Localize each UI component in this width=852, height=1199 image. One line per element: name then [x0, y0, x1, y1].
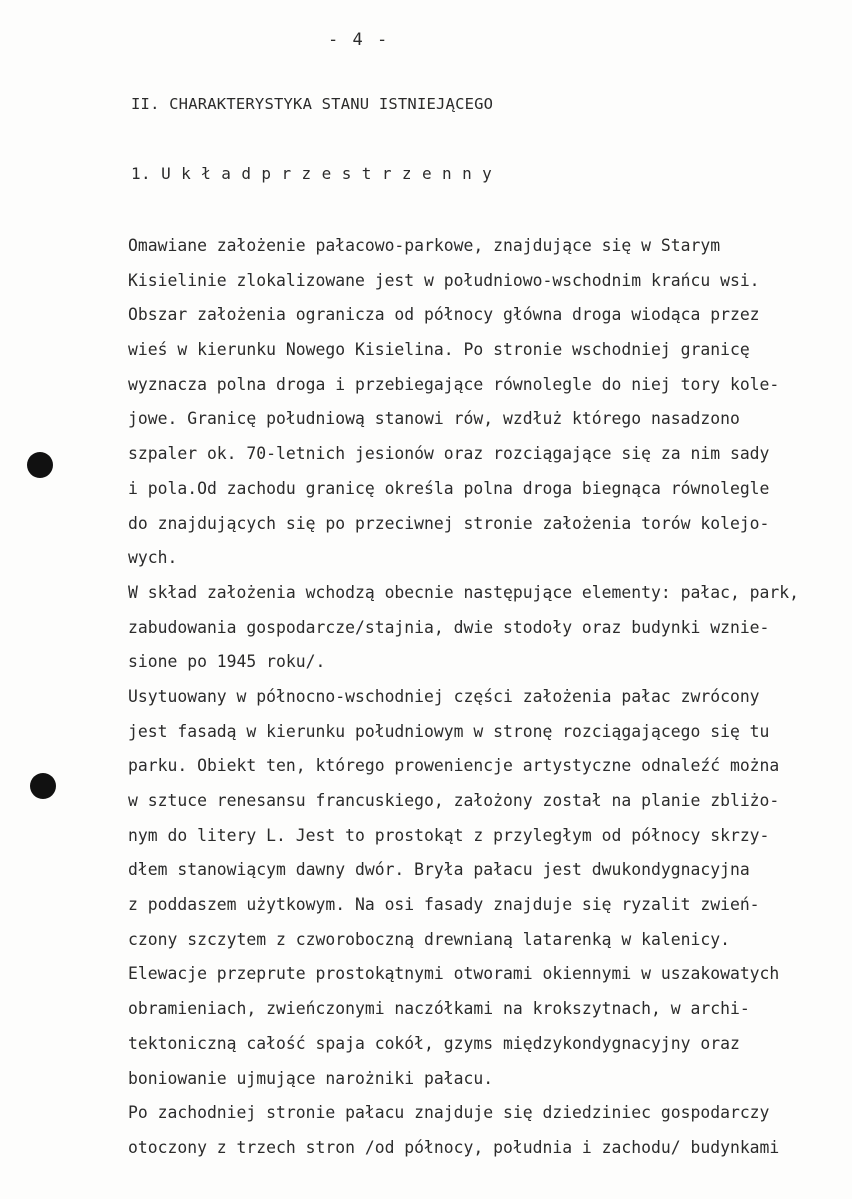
text-line: wieś w kierunku Nowego Kisielina. Po stronie wschodniej granicę [128, 340, 750, 360]
text-line: wyznacza polna droga i przebiegające równolegle do niej tory kole- [128, 374, 780, 394]
text-line: obramieniach, zwieńczonymi naczółkami na krokszytnach, w archi- [128, 999, 750, 1019]
body-text [128, 229, 850, 1166]
section-heading: II. CHARAKTERYSTYKA STANU ISTNIEJĄCEGO [131, 95, 494, 113]
text-line: sione po 1945 roku/. [128, 652, 326, 672]
text-line: z poddaszem użytkowym. Na osi fasady znajduje się ryzalit zwień- [128, 895, 760, 915]
text-line: jowe. Granicę południową stanowi rów, wzdłuż którego nasadzono [128, 409, 740, 429]
text-line: i pola.Od zachodu granicę określa polna droga biegnąca równolegle [128, 478, 770, 498]
text-line: w sztuce renesansu francuskiego, założony został na planie zbliżo- [128, 791, 780, 810]
text-line: tektoniczną całość spaja cokół, gzyms międzykondygnacyjny oraz [128, 1033, 740, 1053]
text-line: jest fasadą w kierunku południowym w stronę rozciągającego się tu [128, 721, 770, 741]
text-line: Elewacje przeprute prostokątnymi otworami okiennymi w uszakowatych [128, 964, 780, 984]
text-line: boniowanie ujmujące narożniki pałacu. [128, 1068, 494, 1088]
text-line: zabudowania gospodarcze/stajnia, dwie stodoły oraz budynki wznie- [128, 617, 770, 637]
text-line: czony szczytem z czworoboczną drewnianą latarenką w kalenicy. [128, 929, 730, 949]
text-line: dłem stanowiącym dawny dwór. Bryła pałacu jest dwukondygnacyjna [128, 860, 750, 880]
text-line: nym do litery L. Jest to prostokąt z przyległym od północy skrzy- [128, 825, 770, 845]
text-line: W skład założenia wchodzą obecnie następujące elementy: pałac, park, [128, 582, 800, 602]
text-line: do znajdujących się po przeciwnej stronie założenia torów kolejo- [128, 513, 770, 533]
text-line: Kisielinie zlokalizowane jest w południowo-wschodnim krańcu wsi. [128, 270, 760, 290]
punch-hole [27, 452, 53, 478]
subsection-heading: 1. U k ł a d p r z e s t r z e n n y [131, 164, 493, 183]
text-line: wych. [128, 548, 178, 568]
text-line: Usytuowany w północno-wschodniej części założenia pałac zwrócony [128, 686, 760, 706]
page-number: - 4 - [328, 30, 390, 50]
punch-hole [30, 773, 56, 799]
text-line: Po zachodniej stronie pałacu znajduje się dziedziniec gospodarczy [128, 1103, 770, 1123]
text-line: Omawiane założenie pałacowo-parkowe, znajdujące się w Starym [128, 236, 721, 255]
text-line: szpaler ok. 70-letnich jesionów oraz rozciągające się za nim sady [128, 444, 770, 464]
text-line: Obszar założenia ogranicza od północy główna droga wiodąca przez [128, 305, 760, 325]
text-line: parku. Obiekt ten, którego proweniencje artystyczne odnaleźć można [128, 756, 780, 776]
text-line: otoczony z trzech stron /od północy, południa i zachodu/ budynkami [128, 1137, 780, 1157]
